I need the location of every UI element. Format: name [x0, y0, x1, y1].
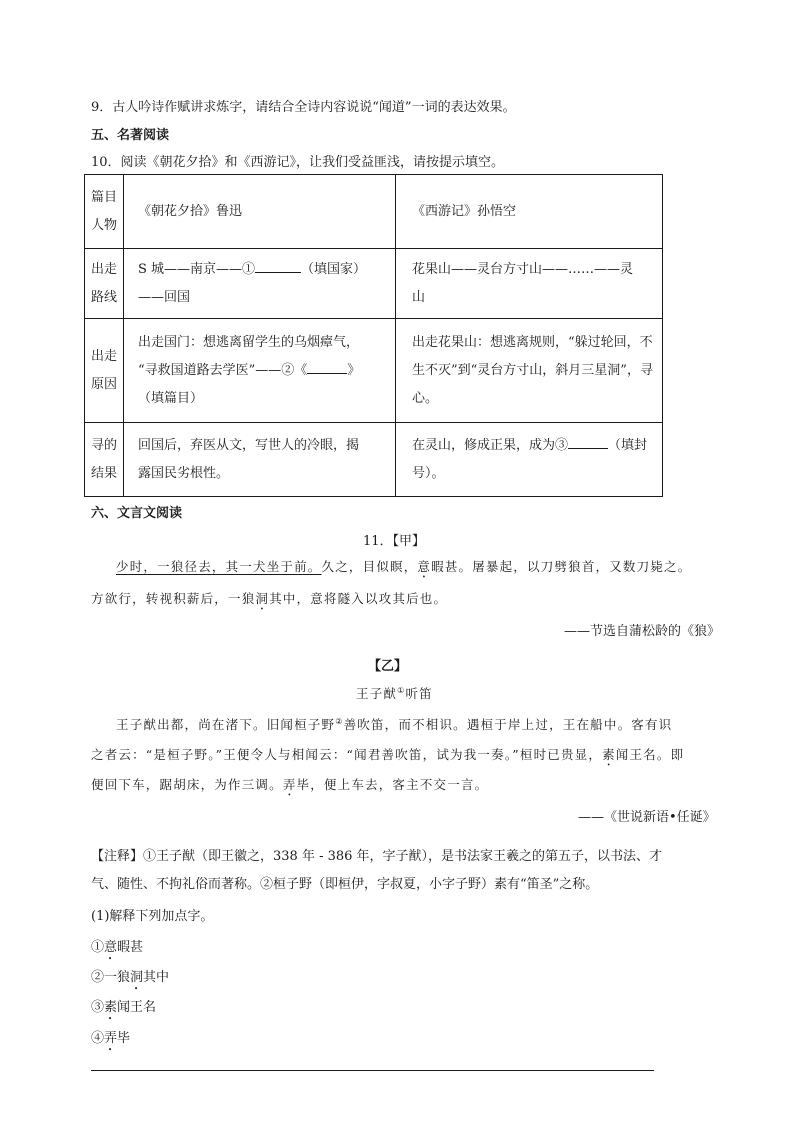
passage-jia-title: 11．【甲】 — [363, 534, 426, 549]
passage-text: 毕，便上车去，客主不交一言。 — [296, 777, 489, 792]
table-cell — [124, 249, 396, 319]
item-text: ②一狼 — [91, 970, 131, 985]
cell-text: 篇目 — [90, 189, 117, 205]
cell-text: 出走 — [90, 261, 117, 277]
cell-text: “寻救国道路去学医”——②《 — [138, 362, 308, 378]
list-item — [91, 966, 169, 993]
passage-text: 王子猷 — [356, 686, 398, 701]
table-row — [85, 319, 663, 423]
answer-blank[interactable] — [255, 260, 301, 273]
passage-jia-line — [116, 557, 691, 581]
table-cell — [396, 249, 663, 319]
item-text: ③ — [91, 1000, 105, 1015]
cell-text: 《朝花夕拾》鲁迅 — [138, 203, 243, 219]
passage-yi-source: ——《世说新语•任诞》 — [578, 810, 716, 825]
table-row — [85, 175, 663, 249]
passage-text: 闻王名。即 — [615, 747, 685, 762]
comparison-table — [84, 174, 663, 497]
table-cell — [85, 319, 124, 423]
dotted-character: 弄 — [104, 1031, 118, 1046]
subquestion-1: (1)解释下列加点字。 — [91, 909, 214, 924]
passage-text: 方欲行，转视积薪后，一狼 — [91, 591, 256, 606]
table-cell — [396, 423, 663, 497]
passage-text: 善吹笛，而不相识。遇桓于岸上过，王在船中。客有识 — [343, 717, 673, 732]
cell-text — [132, 256, 395, 284]
passage-text: 听笛 — [405, 686, 433, 701]
footnote-marker: ② — [335, 716, 344, 726]
passage-jia-line — [91, 589, 447, 613]
dotted-character: 素 — [602, 747, 616, 762]
table-row — [85, 423, 663, 497]
table-row — [85, 249, 663, 319]
item-text: 其中 — [143, 970, 170, 985]
cell-text: 回国后，弃医从文，写世人的冷眼，揭 — [138, 437, 360, 453]
cell-text: 露国民劣根性。 — [138, 465, 230, 481]
cell-text: 花果山——灵台方寸山——……——灵 — [412, 261, 634, 277]
cell-text: 原因 — [90, 376, 117, 392]
cell-text: 《西游记》孙悟空 — [412, 203, 517, 219]
table-cell — [85, 423, 124, 497]
passage-text: 王子猷出都，尚在渚下。旧闻桓子野 — [116, 717, 336, 732]
item-text: 毕 — [117, 1031, 131, 1046]
cell-text: S 城——南京——① — [138, 261, 256, 277]
item-text: ④ — [91, 1031, 105, 1046]
passage-text: 暇甚。屠暴起，以刀劈狼首，又数刀毙之。 — [431, 559, 692, 574]
cell-text: 心。 — [412, 390, 439, 406]
table-cell — [396, 175, 663, 249]
page-divider — [91, 1070, 654, 1071]
answer-blank[interactable] — [307, 361, 347, 374]
cell-text: 结果 — [90, 465, 117, 481]
cell-text: 路线 — [90, 289, 117, 305]
passage-text: 其中，意将隧入以攻其后也。 — [269, 591, 448, 606]
dotted-character: 洞 — [255, 591, 270, 606]
question-9: 9．古人吟诗作赋讲求炼字，请结合全诗内容说说“闻道”一词的表达效果。 — [91, 100, 516, 115]
passage-yi-line — [91, 775, 488, 799]
list-item — [91, 936, 143, 963]
cell-text: 山 — [412, 289, 426, 305]
cell-text: 寻的 — [90, 437, 117, 453]
passage-yi-title: 【乙】 — [368, 659, 408, 674]
cell-text: 人物 — [90, 217, 117, 233]
passage-jia-source: ——节选自蒲松龄的《狼》 — [564, 624, 721, 639]
item-text: ① — [91, 940, 105, 955]
cell-text: 》 — [347, 362, 361, 378]
list-item — [91, 1027, 130, 1054]
table-cell — [396, 319, 663, 423]
cell-text — [406, 432, 662, 460]
footnote-marker: ① — [397, 685, 406, 695]
item-text: 闻王名 — [117, 1000, 157, 1015]
passage-text: 便回下车，踞胡床，为作三调。 — [91, 777, 283, 792]
table-cell — [85, 249, 124, 319]
cell-text: 在灵山，修成正果，成为③ — [412, 437, 569, 453]
dotted-character: 洞 — [130, 970, 144, 985]
item-text: 暇甚 — [117, 940, 144, 955]
cell-text: 出走国门：想逃离留学生的乌烟瘴气， — [138, 334, 360, 350]
table-cell — [124, 423, 396, 497]
dotted-character: 素 — [104, 1000, 118, 1015]
passage-text: 久之，目似瞑， — [321, 559, 418, 574]
section-6-heading: 六、文言文阅读 — [91, 506, 183, 521]
annotation-line: 气、随性、不拘礼俗而著称。②桓子野（即桓伊，字叔夏，小字子野）素有“笛圣”之称。 — [91, 877, 599, 892]
dotted-character: 弄 — [282, 777, 297, 792]
list-item — [91, 996, 156, 1023]
passage-yi-line — [116, 715, 672, 733]
cell-text: ——回国 — [138, 289, 191, 305]
table-cell — [85, 175, 124, 249]
underlined-sentence: 少时，一狼径去，其一犬坐于前。 — [116, 559, 322, 574]
question-10: 10．阅读《朝花夕拾》和《西游记》，让我们受益匪浅，请按提示填空。 — [91, 155, 505, 170]
cell-text — [132, 357, 395, 385]
answer-blank[interactable] — [568, 436, 608, 449]
cell-text: 生不灭”到“灵台方寸山，斜月三星洞”，寻 — [412, 362, 653, 378]
table-cell — [124, 175, 396, 249]
passage-yi-subtitle — [356, 684, 433, 702]
annotation-line: 【注释】①王子猷（即王徽之，338 年 - 386 年，字子猷），是书法家王羲之的第五子，以书法、才 — [91, 849, 663, 864]
cell-text: （填封 — [608, 437, 648, 453]
section-5-heading: 五、名著阅读 — [91, 128, 170, 143]
passage-yi-line — [91, 745, 684, 769]
cell-text: （填篇目） — [138, 390, 204, 406]
cell-text: 出走 — [90, 348, 117, 364]
dotted-character: 意 — [417, 559, 432, 574]
table-cell — [124, 319, 396, 423]
cell-text: （填国家） — [301, 261, 367, 277]
cell-text: 号）。 — [412, 465, 445, 481]
cell-text: 出走花果山：想逃离规则，“躲过轮回，不 — [412, 334, 653, 350]
passage-text: 之者云：“是桓子野。”王便令人与相闻云：“闻君善吹笛，试为我一奏。”桓时已贵显， — [91, 747, 603, 762]
dotted-character: 意 — [104, 940, 118, 955]
